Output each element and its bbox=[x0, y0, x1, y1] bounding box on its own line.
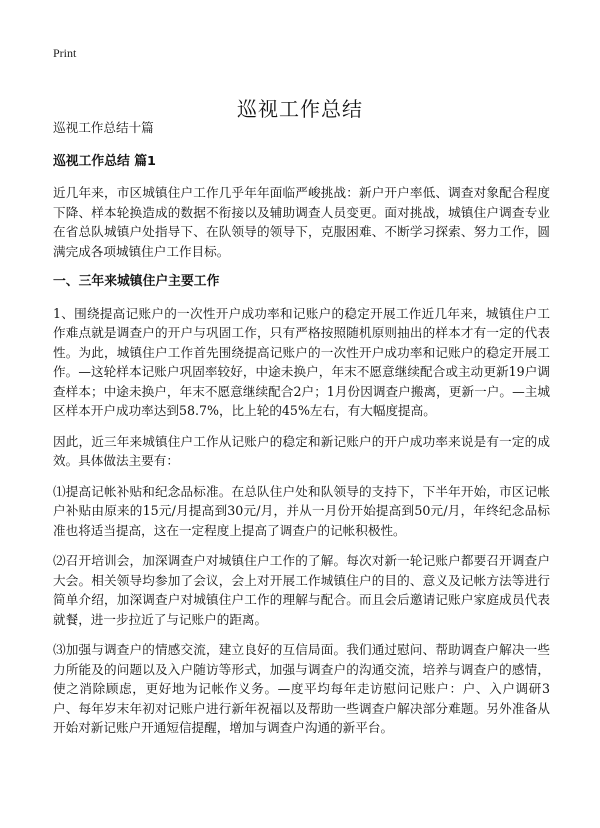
paragraph-method-1: ⑴提高记帐补贴和纪念品标准。在总队住户处和队领导的支持下，下半年开始，市区记帐户补贴由原来的15元/月提高到30元/月，并从一月份开始提高到50元/月，年终纪念品标准也将适当提高，这在一定程度上提高了调查户的记帐积极性。 bbox=[53, 483, 550, 538]
print-label: Print bbox=[53, 46, 77, 60]
document-body bbox=[53, 118, 550, 749]
document-subtitle: 巡视工作总结十篇 bbox=[53, 120, 154, 135]
article-heading: 巡视工作总结 篇1 bbox=[53, 153, 156, 169]
section-heading: 一、三年来城镇住户主要工作 bbox=[53, 274, 220, 289]
paragraph-intro: 近几年来，市区城镇住户工作几乎年年面临严峻挑战：新户开户率低、调查对象配合程度下降、样本轮换造成的数据不衔接以及辅助调查人员变更。面对挑战，城镇住户调查专业在省总队城镇户处指导下、在队领导的领导下，克服困难、不断学习探索、努力工作，圆满完成各项城镇住户工作目标。 bbox=[53, 185, 550, 259]
paragraph-summary: 因此，近三年来城镇住户工作从记账户的稳定和新记账户的开户成功率来说是有一定的成效。具体做法主要有： bbox=[53, 433, 550, 468]
paragraph-method-2: ⑵召开培训会，加深调查户对城镇住户工作的了解。每次对新一轮记账户都要召开调查户大会。相关领导均参加了会议，会上对开展工作城镇住户的目的、意义及记帐方法等进行简单介绍，加深调查户对城镇住户工作的理解与配合。而且会后邀请记账户家庭成员代表就餐，进一步拉近了与记账户的距离。 bbox=[53, 553, 550, 627]
document-title: 巡视工作总结 bbox=[237, 97, 363, 122]
paragraph-method-3: ⑶加强与调查户的情感交流，建立良好的互信局面。我们通过慰问、帮助调查户解决一些力所能及的问题以及入户随访等形式，加强与调查户的沟通交流，培养与调查户的感情，使之消除顾虑，更好地为记帐作义务。—度平均每年走访慰问记账户：户、入户调研3户、每年岁末年初对记账户进行新年祝福以及帮助一些调查户解决部分难题。另外准备从开始对新记账户开通短信提醒，增加与调查户沟通的新平台。 bbox=[53, 642, 550, 735]
paragraph-item-1: 1、围绕提高记账户的一次性开户成功率和记账户的稳定开展工作近几年来，城镇住户工作难点就是调查户的开户与巩固工作，只有严格按照随机原则抽出的样本才有一定的代表性。为此，城镇住户工作首先围绕提高记账户的一次性开户成功率和记账户的稳定开展工作。—这轮样本记账户巩固率较好，中途未换户，年末不愿意继续配合或主动更新19户调查样本；中途未换户，年末不愿意继续配合2户；1月份因调查户搬离，更新一户。—主城区样本开户成功率达到58.7%，比上轮的45%左右，有大幅度提高。 bbox=[53, 305, 550, 418]
